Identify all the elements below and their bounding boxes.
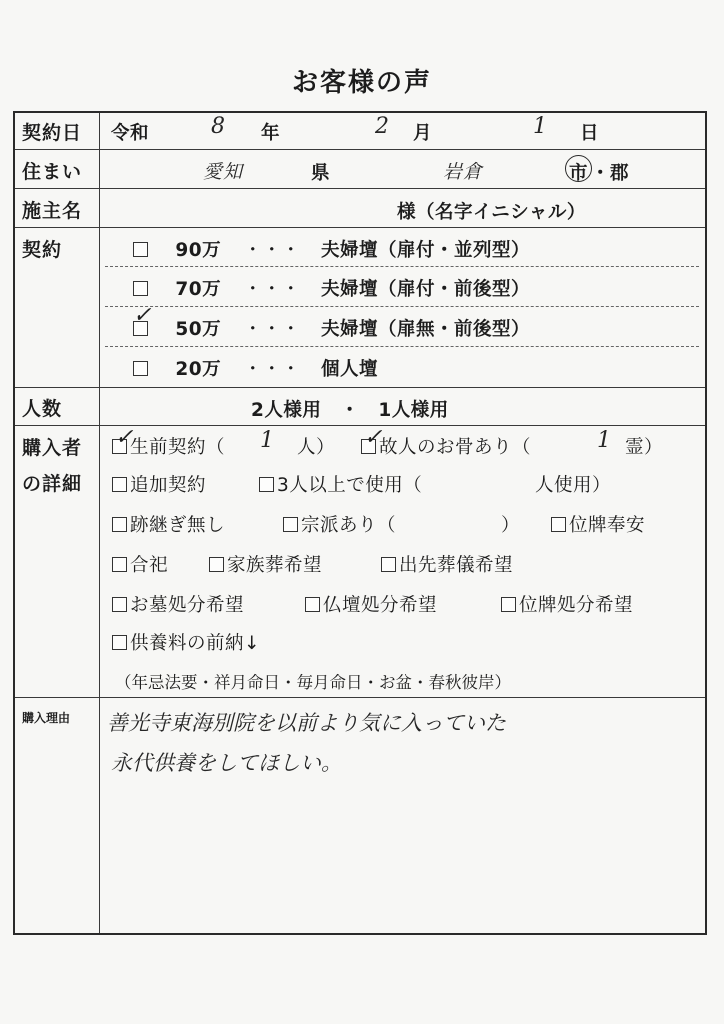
label-reason: 購入理由 [22, 711, 71, 725]
checkbox[interactable] [112, 597, 127, 612]
contract-option-70[interactable] [133, 275, 530, 301]
option-price: 50万 [175, 319, 222, 340]
detail-no-successor[interactable] [112, 511, 225, 537]
detail-ashes[interactable] [361, 433, 531, 459]
detail-text: 跡継ぎ無し [130, 515, 226, 536]
detail-text: 追加契約 [130, 475, 207, 496]
district-option[interactable]: ・郡 [591, 163, 630, 184]
dashed-divider [105, 266, 699, 267]
reason-line-1[interactable]: 善光寺東海別院を以前より気に入っていた [107, 711, 506, 735]
detail-text: 宗派あり（ [301, 515, 397, 536]
dashed-divider [105, 346, 699, 347]
checkbox[interactable] [112, 517, 127, 532]
dashed-divider [105, 306, 699, 307]
day-value[interactable]: 1 [533, 114, 547, 139]
checkbox[interactable] [551, 517, 566, 532]
contract-option-20[interactable] [133, 355, 378, 381]
owner-suffix: 様（名字イニシャル） [397, 202, 586, 223]
detail-family-funeral[interactable] [209, 551, 322, 577]
checkbox[interactable] [381, 557, 396, 572]
reason-line-2[interactable]: 永代供養をしてほしい。 [111, 751, 342, 775]
era: 令和 [111, 123, 150, 144]
row-divider [15, 188, 705, 189]
option-price: 20万 [175, 359, 222, 380]
three-plus-unit: 人使用） [535, 475, 612, 496]
detail-text: 合祀 [130, 555, 169, 576]
checkbox[interactable] [133, 281, 148, 296]
option-dots: ・・・ [243, 359, 301, 380]
option-desc: 夫婦壇（扉付・並列型） [320, 240, 530, 261]
detail-altar-disposal[interactable] [305, 591, 437, 617]
city-option[interactable]: 市 [569, 163, 589, 184]
row-divider [15, 697, 705, 698]
month-value[interactable]: 2 [375, 114, 389, 139]
label-contract-date: 契約日 [22, 122, 83, 144]
detail-three-plus[interactable] [259, 471, 422, 497]
prefecture-unit: 県 [311, 163, 331, 184]
detail-joint-enshrine[interactable] [112, 551, 168, 577]
detail-text: 位牌奉安 [569, 515, 646, 536]
detail-prepay[interactable] [112, 629, 260, 655]
sect-close: ） [501, 515, 521, 536]
label-address: 住まい [22, 161, 83, 183]
checkbox[interactable] [133, 242, 148, 257]
contract-option-90[interactable] [133, 236, 530, 262]
detail-text: 家族葬希望 [227, 555, 323, 576]
detail-text: 供養料の前納↓ [130, 633, 261, 654]
city-value[interactable]: 岩倉 [443, 161, 484, 183]
label-owner: 施主名 [22, 200, 83, 222]
detail-tablet-disposal[interactable] [501, 591, 633, 617]
option-dots: ・・・ [243, 279, 301, 300]
people-options[interactable]: 2人様用 ・ 1人様用 [251, 400, 449, 421]
detail-text: 故人のお骨あり（ [379, 437, 532, 458]
label-column-divider [99, 113, 100, 933]
option-dots: ・・・ [243, 319, 301, 340]
check-mark-icon: ✓ [364, 425, 383, 450]
living-contract-count[interactable]: 1 [260, 428, 274, 453]
checkbox[interactable] [133, 361, 148, 376]
option-desc: 夫婦壇（扉無・前後型） [320, 319, 530, 340]
detail-text: お墓処分希望 [130, 595, 245, 616]
detail-additional[interactable] [112, 471, 206, 497]
option-price: 90万 [175, 240, 222, 261]
detail-text: 仏壇処分希望 [323, 595, 438, 616]
form-title: お客様の声 [291, 68, 432, 98]
checkbox[interactable] [259, 477, 274, 492]
label-details-line2: の詳細 [22, 473, 83, 495]
checkbox[interactable] [305, 597, 320, 612]
option-desc: 個人壇 [320, 359, 378, 380]
living-contract-unit: 人） [297, 437, 336, 458]
prepay-note: （年忌法要・祥月命日・毎月命日・お盆・春秋彼岸） [115, 673, 511, 692]
detail-text: 3人以上で使用（ [277, 475, 423, 496]
detail-outside-funeral[interactable] [381, 551, 513, 577]
year-unit: 年 [261, 123, 281, 144]
feedback-form [13, 111, 707, 935]
detail-tablet-enshrine[interactable] [551, 511, 645, 537]
detail-text: 生前契約（ [130, 437, 226, 458]
label-people: 人数 [22, 398, 63, 420]
option-desc: 夫婦壇（扉付・前後型） [320, 279, 530, 300]
detail-text: 位牌処分希望 [519, 595, 634, 616]
contract-option-50[interactable] [133, 315, 530, 341]
checkbox[interactable] [112, 557, 127, 572]
ashes-count[interactable]: 1 [597, 428, 611, 453]
ashes-unit: 霊） [625, 437, 664, 458]
check-mark-icon: ✓ [133, 303, 152, 328]
option-price: 70万 [175, 279, 222, 300]
month-unit: 月 [413, 123, 433, 144]
detail-text: 出先葬儀希望 [399, 555, 514, 576]
row-divider [15, 387, 705, 388]
checkbox[interactable] [501, 597, 516, 612]
option-dots: ・・・ [243, 240, 301, 261]
row-divider [15, 149, 705, 150]
checkbox[interactable] [112, 635, 127, 650]
checkbox[interactable] [112, 477, 127, 492]
check-mark-icon: ✓ [115, 425, 134, 450]
label-details-line1: 購入者 [22, 437, 83, 459]
detail-grave-disposal[interactable] [112, 591, 244, 617]
label-contract: 契約 [22, 239, 63, 261]
year-value[interactable]: 8 [211, 114, 225, 139]
day-unit: 日 [580, 123, 600, 144]
checkbox[interactable] [283, 517, 298, 532]
row-divider [15, 227, 705, 228]
checkbox[interactable] [209, 557, 224, 572]
detail-sect[interactable] [283, 511, 396, 537]
prefecture-value[interactable]: 愛知 [203, 161, 244, 183]
